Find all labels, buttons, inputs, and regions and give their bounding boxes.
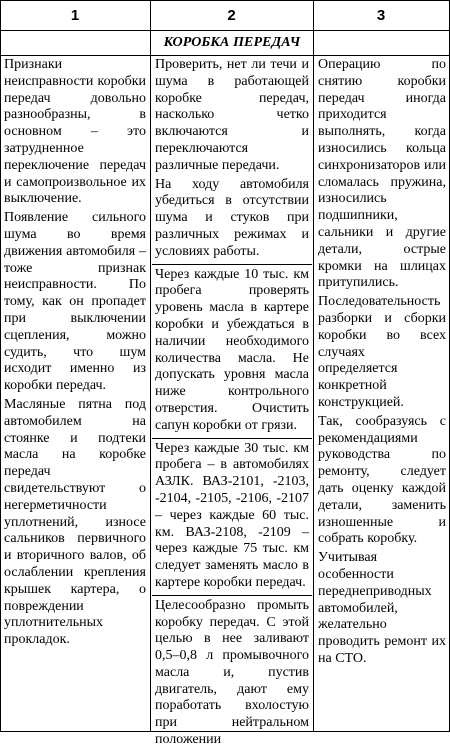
column-divider-2 bbox=[313, 0, 314, 732]
column-symptoms bbox=[4, 55, 146, 649]
repair-paragraph-4: Учитывая особенности переднеприводных автомобилей, желательно проводить ремонт их на СТО. bbox=[318, 550, 446, 666]
maintenance-block-4 bbox=[152, 596, 312, 752]
maintenance-block-2 bbox=[152, 265, 312, 439]
column-maintenance bbox=[155, 55, 309, 752]
repair-paragraph-2: Последовательность разборки и сборки коробки во всех случаях определяется конкретной конструкцией. bbox=[318, 294, 446, 410]
column-repair bbox=[318, 55, 446, 668]
maintenance-paragraph-3: Через каждые 10 тыс. км пробега проверять уровень масла в картере коробки и убеждаться в наличии необходимого количества масла. Не допускать уровня масла ниже контрольного отверстия. Очистить сапун коробки от грязи. bbox=[155, 266, 309, 433]
maintenance-paragraph-2: На ходу автомобиля убедиться в отсутствии шума и стуков при различных режимах и условиях работы. bbox=[155, 176, 309, 259]
repair-paragraph-1: Операцию по снятию коробки передач иногда приходится выполнять, когда износились кольца синхронизаторов или сломалась пружина, износились подшипники, сальники и другие детали, острые кромки на шлицах притупились. bbox=[318, 57, 446, 291]
symptoms-paragraph-2: Появление сильного шума во время движения автомобиля – тоже признак неисправности. По тому, как он пропадет при выключении сцепления, можно судить, что шум исходит именно из коробки передач. bbox=[4, 210, 146, 394]
maintenance-paragraph-5: Целесообразно промыть коробку передач. С этой целью в нее заливают 0,5–0,8 л промывочного масла и, пустив двигатель, дают ему поработать вхолостую при нейтральном положении bbox=[155, 597, 309, 748]
maintenance-paragraph-1: Проверить, нет ли течи и шума в работающей коробке передач, насколько четко включаются и переключаются различные передачи. bbox=[155, 57, 309, 173]
column-header-1: 1 bbox=[70, 6, 80, 24]
maintenance-block-1 bbox=[152, 55, 312, 265]
symptoms-paragraph-1: Признаки неисправности коробки передач довольно разнообразны, в основном – это затрудненное переключение передач и самопроизвольное их выключение. bbox=[4, 57, 146, 207]
repair-paragraph-3: Так, сообразуясь с рекомендациями руководства по ремонту, следует дать оценку каждой детали, заменить изношенные и собрать коробку. bbox=[318, 413, 446, 547]
table-left-border bbox=[0, 0, 1, 732]
column-header-3: 3 bbox=[376, 6, 386, 24]
section-title: КОРОБКА ПЕРЕДАЧ bbox=[163, 35, 301, 50]
maintenance-paragraph-4: Через каждые 30 тыс. км пробега – в автомобилях АЗЛК. ВАЗ-2101, -2103, -2104, -2105, -2106, -2107 – через каждые 60 тыс. км. ВАЗ-2108, -2109 – через каждые 75 тыс. км следует заменять масло в картере коробки передач. bbox=[155, 440, 309, 590]
column-header-2: 2 bbox=[227, 6, 236, 24]
maintenance-block-3 bbox=[152, 439, 312, 596]
column-divider-1 bbox=[150, 0, 151, 732]
symptoms-paragraph-3: Масляные пятна под автомобилем на стоянке и подтеки масла на коробке передач свидетельствуют о негерметичности уплотнений, износе сальников первичного и вторичного валов, об ослаблении крепления крышек картера, о повреждении уплотнительных прокладок. bbox=[4, 396, 146, 648]
